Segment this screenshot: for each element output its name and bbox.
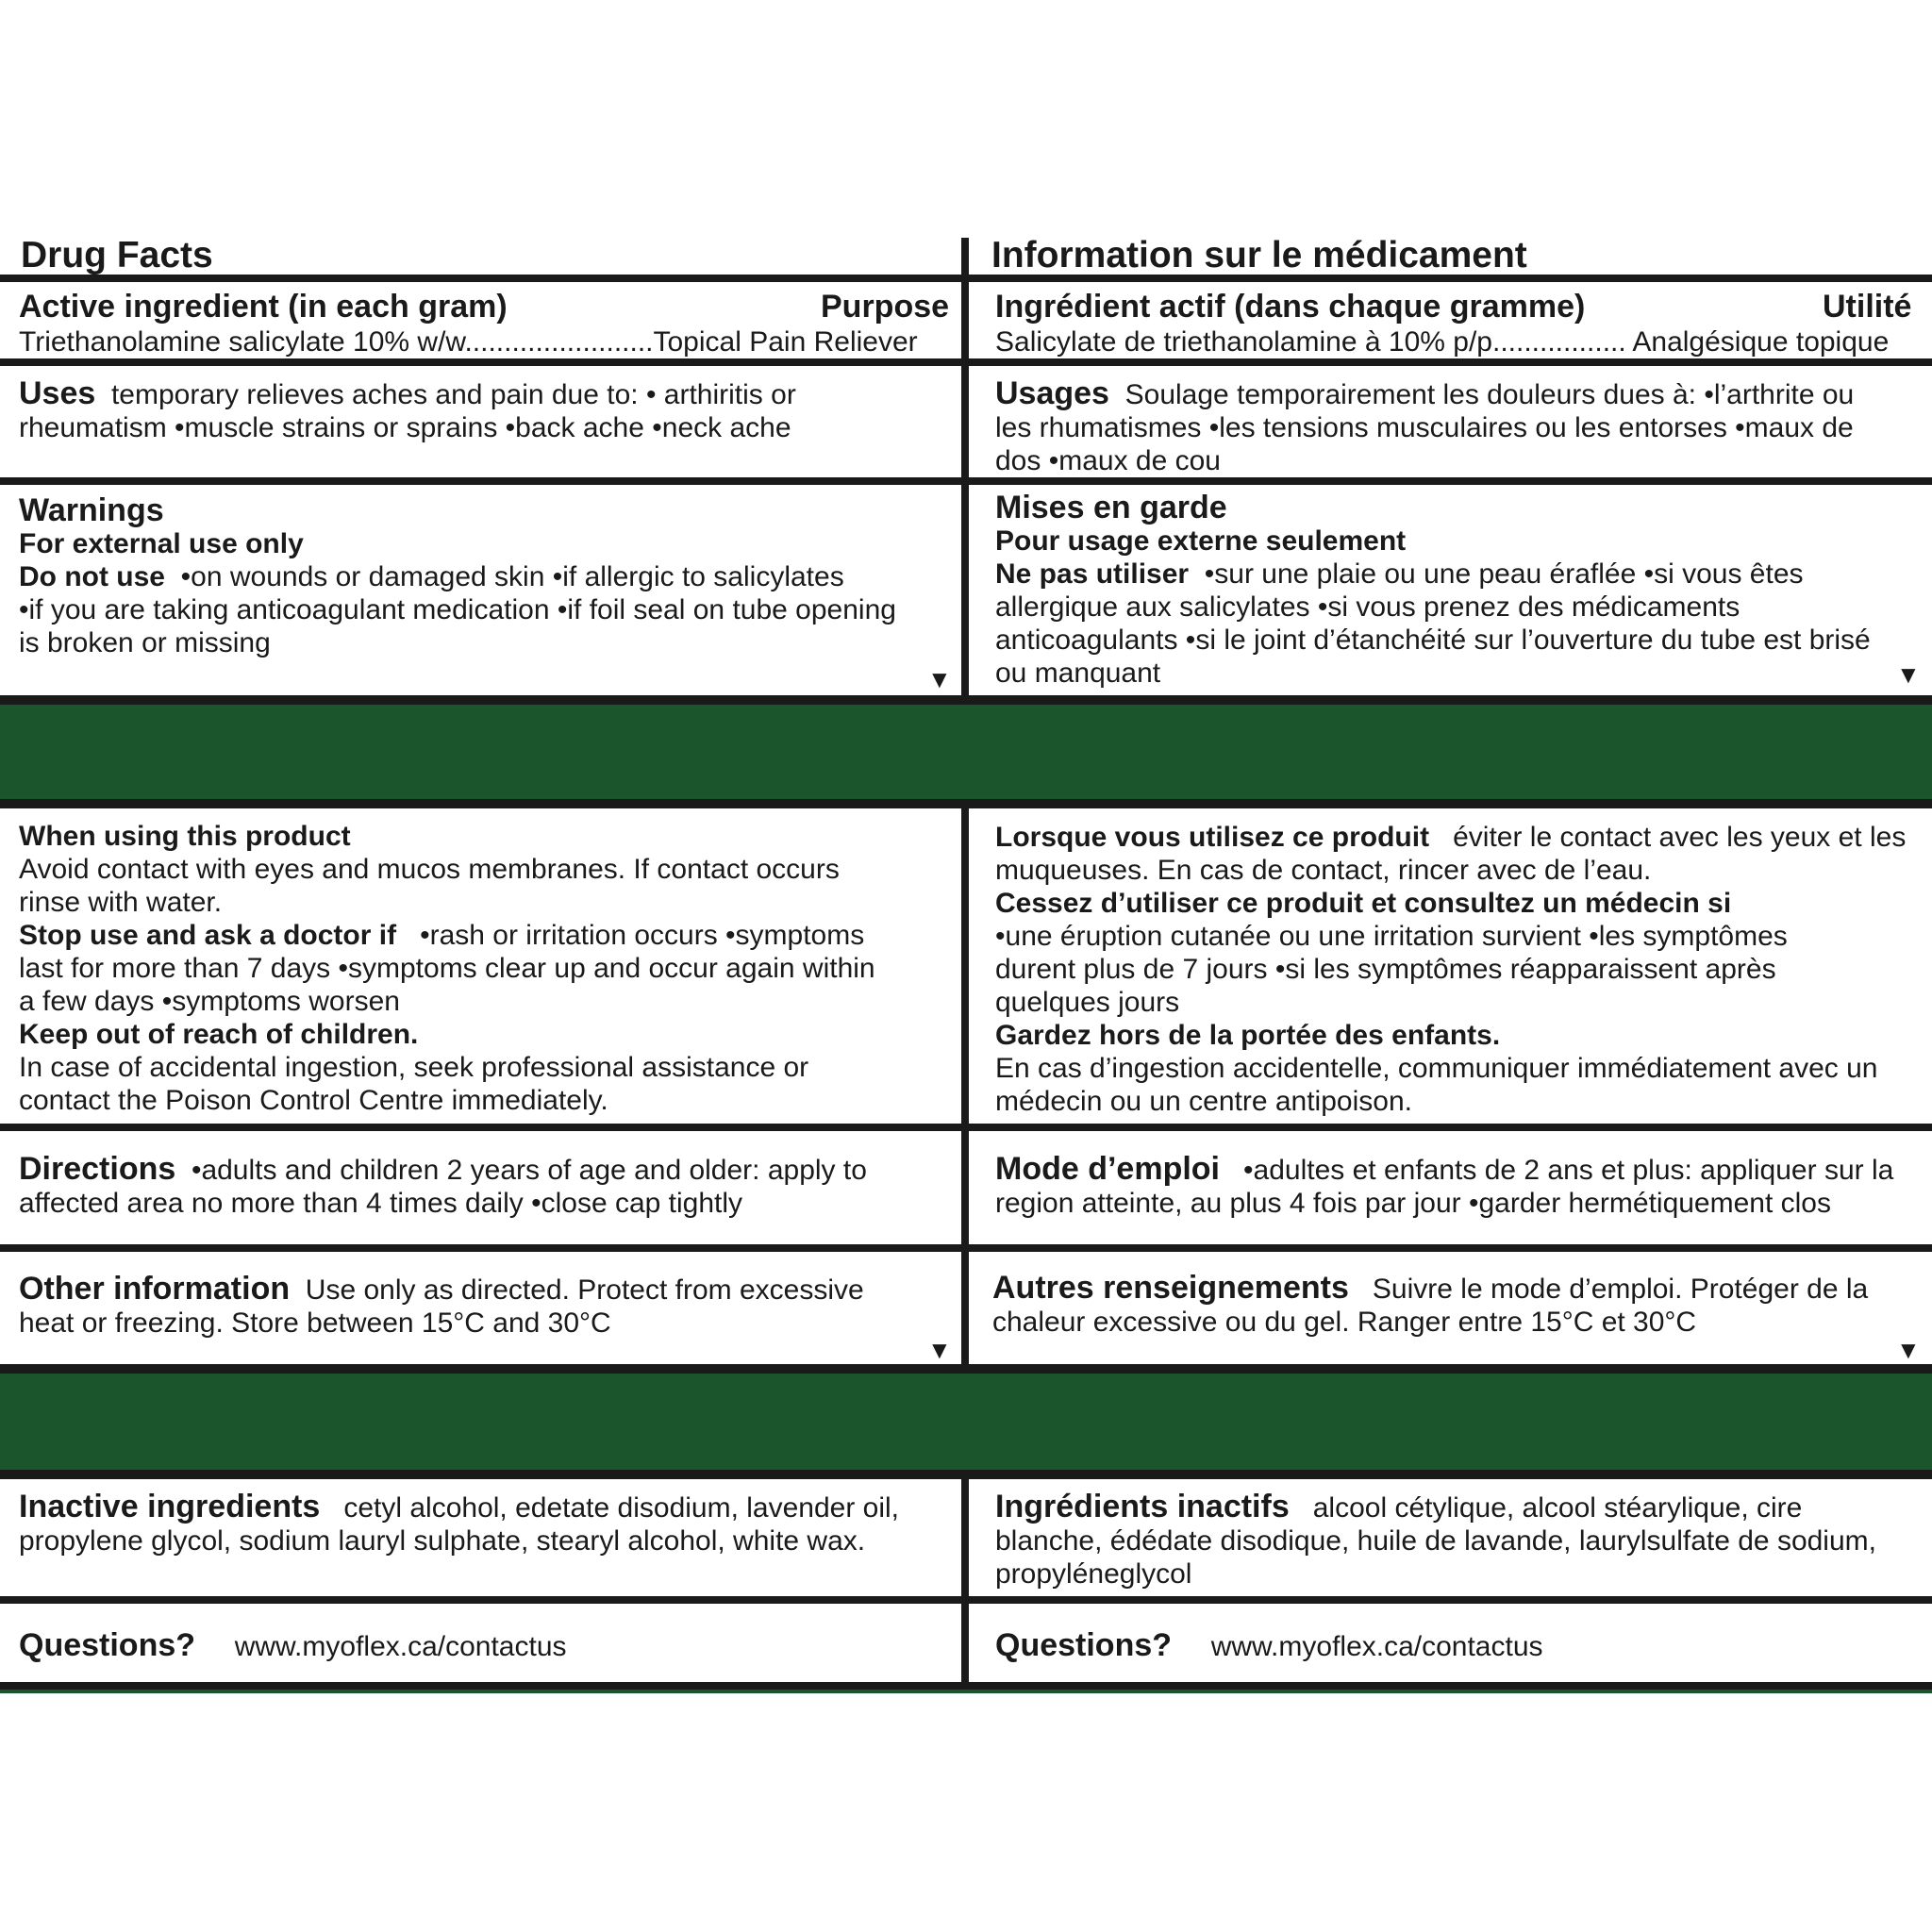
en-active-dots: ........................ (464, 326, 654, 358)
en-other-heading: Other information (19, 1271, 291, 1307)
en-when-using-heading: When using this product (19, 821, 351, 852)
en-purpose-heading: Purpose (821, 289, 950, 325)
en-uses-section (19, 377, 953, 444)
fr-when-using-heading: Lorsque vous utilisez ce produit (995, 822, 1430, 853)
rule-active (0, 358, 1932, 366)
en-stop-use-2: last for more than 7 days •symptoms clear up and occur again within (19, 953, 875, 984)
fr-do-not-use-label: Ne pas utiliser (995, 558, 1190, 590)
fr-do-not-use-1: •sur une plaie ou une peau éraflée •si vous êtes (1204, 558, 1804, 590)
en-when-using-2: rinse with water. (19, 887, 223, 918)
en-directions-1: •adults and children 2 years of age and older: apply to (191, 1155, 867, 1186)
en-active-ingredient: Triethanolamine salicylate 10% w/w (19, 326, 465, 358)
en-when-using-section (19, 820, 958, 1117)
fr-stop-use-label: Cessez d’utiliser ce produit et consultez un médecin si (995, 888, 1732, 919)
en-inactive-section (19, 1491, 958, 1557)
en-inactive-2: propylene glycol, sodium lauryl sulphate, stearyl alcohol, white wax. (19, 1525, 866, 1557)
fr-active-dots: ................. (1492, 326, 1626, 358)
fr-do-not-use-4: ou manquant (995, 658, 1161, 689)
en-do-not-use-label: Do not use (19, 561, 165, 592)
fr-ingestion-1: En cas d’ingestion accidentelle, communiquer immédiatement avec un (995, 1053, 1878, 1084)
fr-active-ingredient: Salicylate de triethanolamine à 10% p/p (995, 326, 1492, 358)
fr-inactive-3: propyléneglycol (995, 1558, 1192, 1590)
en-directions-section (19, 1153, 953, 1220)
en-inactive-heading: Inactive ingredients (19, 1489, 321, 1524)
fr-external-use: Pour usage externe seulement (995, 525, 1407, 557)
fr-other-2: chaleur excessive ou du gel. Ranger entre 15°C et 30°C (992, 1307, 1697, 1338)
fr-purpose-heading: Utilité (1823, 289, 1912, 325)
en-continue-arrow-warnings: ▼ (927, 665, 952, 693)
en-keep-out: Keep out of reach of children. (19, 1019, 419, 1050)
en-title: Drug Facts (21, 235, 213, 275)
rule-title (0, 275, 1932, 282)
fr-stop-use-1: •une éruption cutanée ou une irritation survient •les symptômes (995, 921, 1788, 952)
fr-stop-use-3: quelques jours (995, 987, 1180, 1018)
fr-uses-text-3: dos •maux de cou (995, 445, 1221, 476)
en-stop-use-label: Stop use and ask a doctor if (19, 920, 397, 951)
en-when-using-1: Avoid contact with eyes and mucos membranes. If contact occurs (19, 854, 840, 885)
en-other-2: heat or freezing. Store between 15°C and 30°C (19, 1307, 611, 1339)
fr-active-line (995, 325, 1924, 358)
en-do-not-use-1: •on wounds or damaged skin •if allergic to salicylates (180, 561, 844, 592)
rule-directions (0, 1244, 1932, 1252)
fr-when-using-2: muqueuses. En cas de contact, rincer avec de l’eau. (995, 855, 1652, 886)
en-uses-text-1: temporary relieves aches and pain due to: • arthiritis or (110, 379, 796, 410)
fr-other-heading: Autres renseignements (992, 1270, 1349, 1306)
fr-uses-section (995, 377, 1924, 477)
en-other-1: Use only as directed. Protect from excessive (305, 1274, 864, 1306)
en-purpose-value: Topical Pain Reliever (653, 326, 918, 358)
green-strip-bottom (0, 1690, 1932, 1693)
en-uses-heading: Uses (19, 375, 96, 411)
green-band-top (0, 705, 1932, 799)
fr-questions-heading: Questions? (995, 1627, 1173, 1663)
fr-directions-section (995, 1153, 1924, 1220)
fr-active-heading: Ingrédient actif (dans chaque gramme) (995, 289, 1586, 325)
rule-other (0, 1364, 1932, 1374)
fr-do-not-use-3: anticoagulants •si le joint d’étanchéité sur l’ouverture du tube est brisé (995, 625, 1871, 656)
fr-warnings-heading: Mises en garde (995, 490, 1227, 525)
fr-directions-1: •adultes et enfants de 2 ans et plus: appliquer sur la (1243, 1155, 1894, 1186)
green-band-bottom (0, 1374, 1932, 1470)
en-warnings-heading: Warnings (19, 492, 164, 528)
fr-purpose-value: Analgésique topique (1632, 326, 1890, 358)
en-ingestion-1: In case of accidental ingestion, seek professional assistance or (19, 1052, 809, 1083)
en-continue-arrow-other: ▼ (927, 1336, 952, 1364)
en-questions-section (19, 1629, 953, 1663)
fr-when-using-section (995, 821, 1924, 1118)
en-questions-url[interactable]: www.myoflex.ca/contactus (234, 1631, 567, 1662)
fr-uses-heading: Usages (995, 375, 1109, 411)
en-uses-text-2: rheumatism •muscle strains or sprains •back ache •neck ache (19, 412, 791, 443)
fr-directions-2: region atteinte, au plus 4 fois par jour •garder hermétiquement clos (995, 1188, 1831, 1219)
fr-keep-out: Gardez hors de la portée des enfants. (995, 1020, 1501, 1051)
fr-uses-text-2: les rhumatismes •les tensions musculaires ou les entorses •maux de (995, 412, 1854, 443)
fr-uses-text-1: Soulage temporairement les douleurs dues à: •l’arthrite ou (1124, 379, 1855, 410)
en-active-heading: Active ingredient (in each gram) (19, 289, 508, 325)
en-directions-heading: Directions (19, 1151, 176, 1187)
fr-other-1: Suivre le mode d’emploi. Protéger de la (1372, 1274, 1869, 1305)
fr-other-section (992, 1272, 1924, 1339)
fr-inactive-2: blanche, édédate disodique, huile de lavande, laurylsulfate de sodium, (995, 1525, 1876, 1557)
fr-directions-heading: Mode d’emploi (995, 1151, 1220, 1187)
rule-questions (0, 1682, 1932, 1690)
fr-questions-section (995, 1629, 1924, 1663)
en-do-not-use-3: is broken or missing (19, 627, 271, 658)
fr-continue-arrow-other: ▼ (1896, 1336, 1921, 1364)
fr-inactive-heading: Ingrédients inactifs (995, 1489, 1290, 1524)
en-active-line (19, 325, 948, 358)
en-stop-use-3: a few days •symptoms worsen (19, 986, 400, 1017)
fr-do-not-use-2: allergique aux salicylates •si vous prenez des médicaments (995, 591, 1740, 623)
en-stop-use-1: •rash or irritation occurs •symptoms (420, 920, 865, 951)
fr-stop-use-2: durent plus de 7 jours •si les symptômes réapparaissent après (995, 954, 1776, 985)
fr-warnings-section (995, 491, 1924, 690)
en-directions-2: affected area no more than 4 times daily •close cap tightly (19, 1188, 743, 1219)
rule-warnings (0, 695, 1932, 705)
en-inactive-1: cetyl alcohol, edetate disodium, lavender oil, (343, 1492, 900, 1524)
en-questions-heading: Questions? (19, 1627, 196, 1663)
fr-ingestion-2: médecin ou un centre antipoison. (995, 1086, 1412, 1117)
rule-inactive (0, 1596, 1932, 1604)
rule-uses (0, 477, 1932, 485)
rule-band-top-bottom (0, 799, 1932, 808)
en-other-section (19, 1273, 953, 1340)
fr-questions-url[interactable]: www.myoflex.ca/contactus (1210, 1631, 1543, 1662)
fr-continue-arrow-warnings: ▼ (1896, 660, 1921, 689)
en-do-not-use-2: •if you are taking anticoagulant medication •if foil seal on tube opening (19, 594, 896, 625)
fr-inactive-section (995, 1491, 1924, 1591)
fr-title: Information sur le médicament (991, 235, 1527, 275)
en-external-use: For external use only (19, 528, 304, 559)
fr-inactive-1: alcool cétylique, alcool stéarylique, cire (1312, 1492, 1803, 1524)
rule-when-using (0, 1124, 1932, 1131)
fr-when-using-1: éviter le contact avec les yeux et les (1453, 822, 1907, 853)
en-warnings-section (19, 494, 953, 659)
rule-band-bottom-bottom (0, 1470, 1932, 1479)
en-ingestion-2: contact the Poison Control Centre immediately. (19, 1085, 608, 1116)
